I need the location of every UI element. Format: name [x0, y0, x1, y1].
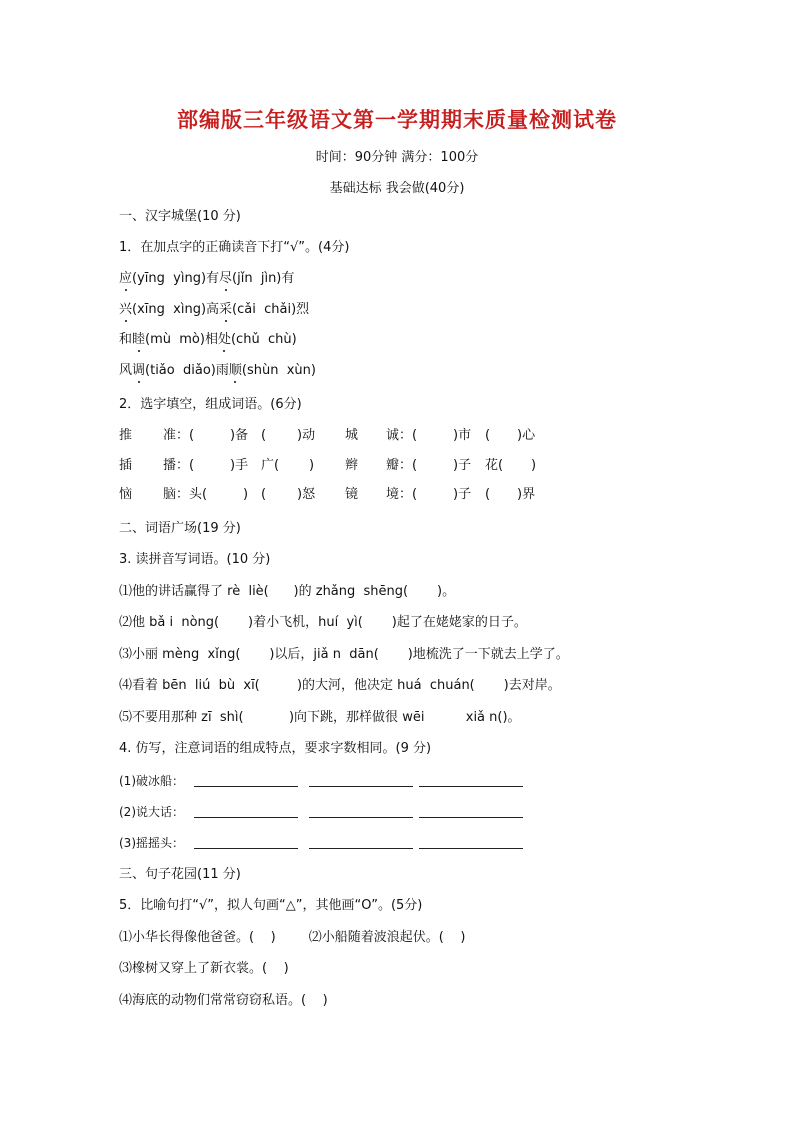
q4-item-1: (1)破冰船：	[119, 772, 679, 790]
exam-title: 部编版三年级语文第一学期期末质量检测试卷	[177, 108, 617, 132]
q3-line-1: ⑴他的讲话赢得了 rè liè( )的 zhǎng shēng( )。	[119, 584, 456, 599]
answer-blank[interactable]	[194, 817, 298, 818]
q3-line-3: ⑶小丽 mèng xǐng( )以后，jiǎ n dān( )地梳洗了一下就去上学了。	[119, 647, 569, 662]
part-heading: 基础达标 我会做(40分)	[329, 181, 465, 196]
q5-line-3: ⑷海底的动物们常常窃窃私语。( )	[119, 993, 328, 1008]
q4-item-3: (3)摇摇头：	[119, 834, 679, 852]
q5-line-1: ⑴小华长得像他爸爸。( ) ⑵小船随着波浪起伏。( )	[119, 930, 466, 945]
dotted-char: 兴	[119, 302, 133, 317]
answer-blank[interactable]	[419, 786, 523, 787]
q5-line-2: ⑶橡树又穿上了新衣裳。( )	[119, 961, 289, 976]
question-1-prompt: 1．在加点字的正确读音下打“√”。(4分)	[119, 240, 350, 255]
dotted-char: 尽	[219, 271, 233, 286]
time-info: 时间：90分钟 满分：100分	[315, 150, 479, 165]
dotted-char: 顺	[228, 363, 242, 378]
dotted-char: 睦	[132, 332, 146, 347]
q1-item-1: 应(yīng yìng)有尽(jǐn jìn)有	[119, 271, 295, 286]
dotted-char: 采	[219, 302, 233, 317]
q3-line-2: ⑵他 bǎ i nòng( )着小飞机，huí yì( )起了在姥姥家的日子。	[119, 615, 527, 630]
question-5-prompt: 5．比喻句打“√”，拟人句画“△”，其他画“O”。(5分)	[119, 898, 423, 913]
question-2-prompt: 2．选字填空，组成词语。(6分)	[119, 397, 302, 412]
q3-line-5: ⑸不要用那种 zī shì( )向下跳，那样做很 wēi xiǎ n()。	[119, 710, 521, 725]
q1-item-2: 兴(xīng xìng)高采(cǎi chǎi)烈	[119, 302, 310, 317]
q2-row-3: 恼 脑：头( ) ( )怒 镜 境：( )子 ( )界	[119, 487, 536, 502]
section-2-heading: 二、词语广场(19 分)	[119, 521, 241, 536]
answer-blank[interactable]	[309, 786, 413, 787]
answer-blank[interactable]	[194, 786, 298, 787]
section-3-heading: 三、句子花园(11 分)	[119, 867, 241, 882]
q2-row-2: 插 播：( )手 广( ) 辫 瓣：( )子 花( )	[119, 458, 537, 473]
dotted-char: 调	[132, 363, 146, 378]
q4-item-2: (2)说大话：	[119, 803, 679, 821]
q3-line-4: ⑷看着 bēn liú bù xī( )的大河，他决定 huá chuán( )去对岸。	[119, 678, 561, 693]
dotted-char: 处	[217, 332, 231, 347]
answer-blank[interactable]	[419, 817, 523, 818]
question-3-prompt: 3. 读拼音写词语。(10 分)	[119, 552, 271, 567]
q1-item-3: 和睦(mù mò)相处(chǔ chù)	[119, 332, 297, 347]
answer-blank[interactable]	[419, 848, 523, 849]
dotted-char: 应	[119, 271, 133, 286]
q1-item-4: 风调(tiǎo diǎo)雨顺(shùn xùn)	[119, 363, 316, 378]
section-1-heading: 一、汉字城堡(10 分)	[119, 209, 241, 224]
answer-blank[interactable]	[309, 817, 413, 818]
answer-blank[interactable]	[309, 848, 413, 849]
question-4-prompt: 4. 仿写，注意词语的组成特点，要求字数相同。(9 分)	[119, 741, 432, 756]
q2-row-1: 推 准：( )备 ( )动 城 诚：( )市 ( )心	[119, 428, 536, 443]
answer-blank[interactable]	[194, 848, 298, 849]
